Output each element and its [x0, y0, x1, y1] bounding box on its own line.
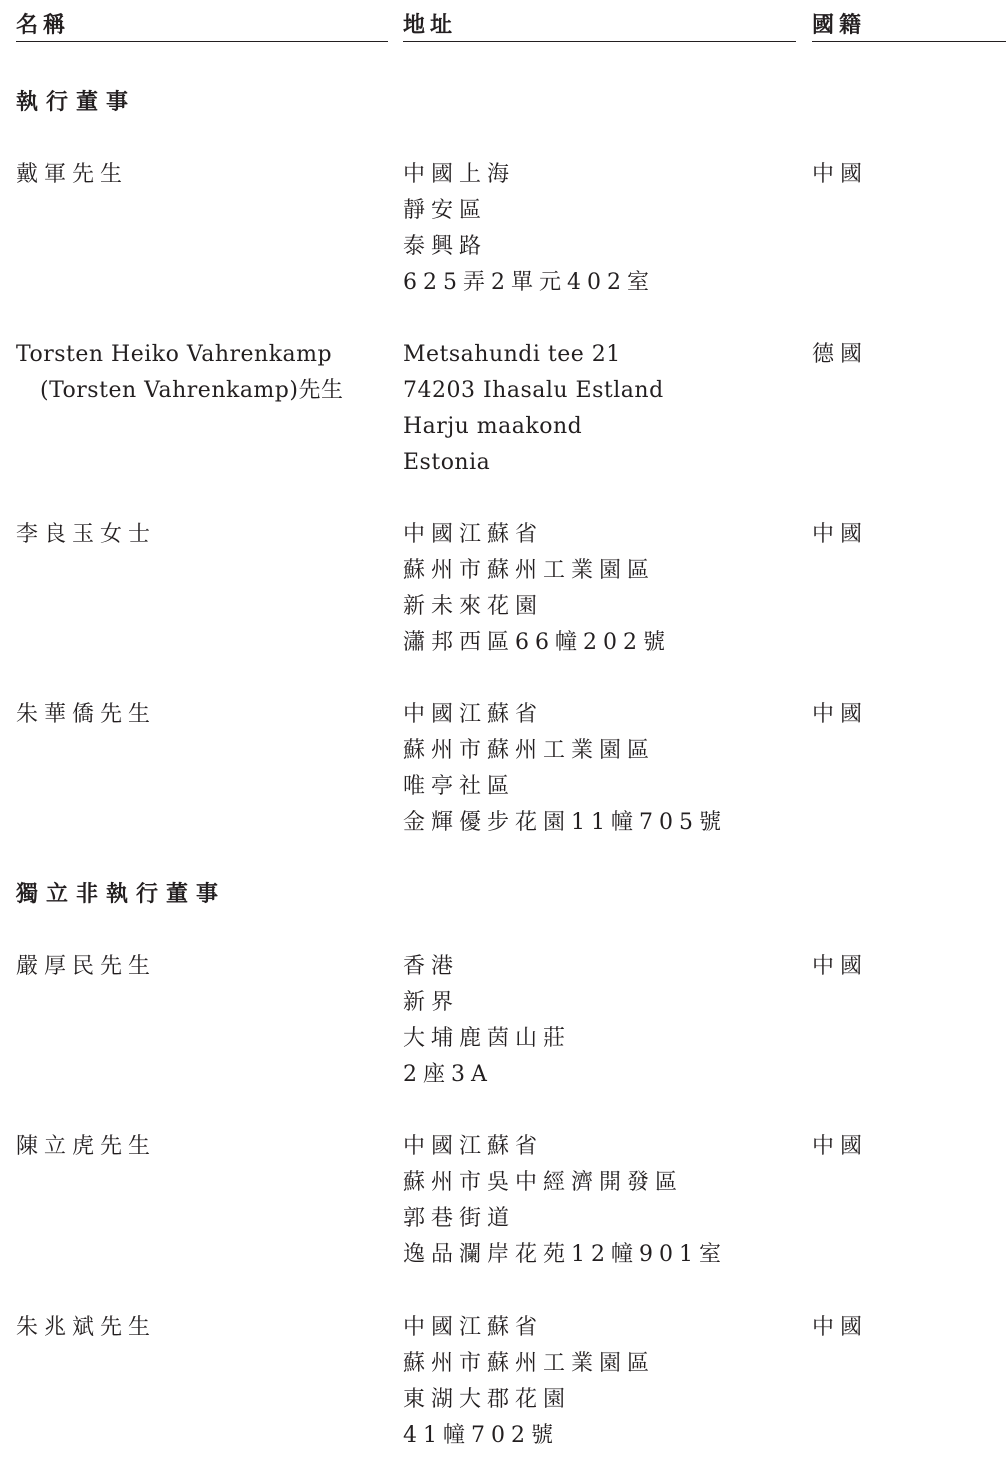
column-header-nationality: 國籍 — [812, 8, 1006, 42]
director-address: 中國江蘇省 蘇州市蘇州工業園區 新未來花園 瀟邦西區66幢202號 — [403, 522, 671, 655]
director-nationality: 德國 — [812, 342, 869, 367]
director-name: 嚴厚民先生 — [16, 954, 157, 979]
director-address: 中國江蘇省 蘇州市蘇州工業園區 唯亭社區 金輝優步花園11幢705號 — [403, 702, 727, 835]
director-nationality: 中國 — [812, 1315, 869, 1340]
section-title-executive-directors: 執行董事 — [16, 90, 137, 115]
column-header-name: 名稱 — [16, 8, 388, 42]
director-address: Metsahundi tee 21 74203 Ihasalu Estland Harju maakond Estonia — [403, 342, 664, 475]
director-nationality: 中國 — [812, 1134, 869, 1159]
director-name: 戴軍先生 — [16, 162, 129, 187]
section-title-independent-non-executive-directors: 獨立非執行董事 — [16, 882, 227, 907]
director-name: 朱兆斌先生 — [16, 1315, 157, 1340]
director-name: Torsten Heiko Vahrenkamp (Torsten Vahrenkamp)先生 — [16, 342, 344, 403]
director-nationality: 中國 — [812, 162, 869, 187]
director-nationality: 中國 — [812, 702, 869, 727]
director-nationality: 中國 — [812, 954, 869, 979]
director-nationality: 中國 — [812, 522, 869, 547]
director-address: 中國江蘇省 蘇州市吳中經濟開發區 郭巷街道 逸品瀾岸花苑12幢901室 — [403, 1134, 727, 1267]
director-name: 陳立虎先生 — [16, 1134, 157, 1159]
column-header-address: 地址 — [403, 8, 796, 42]
director-name: 李良玉女士 — [16, 522, 157, 547]
director-address: 中國江蘇省 蘇州市蘇州工業園區 東湖大郡花園 41幢702號 — [403, 1315, 656, 1448]
director-address: 香港 新界 大埔鹿茵山莊 2座3A — [403, 954, 572, 1087]
director-address: 中國上海 靜安區 泰興路 625弄2單元402室 — [403, 162, 655, 295]
director-name: 朱華僑先生 — [16, 702, 157, 727]
